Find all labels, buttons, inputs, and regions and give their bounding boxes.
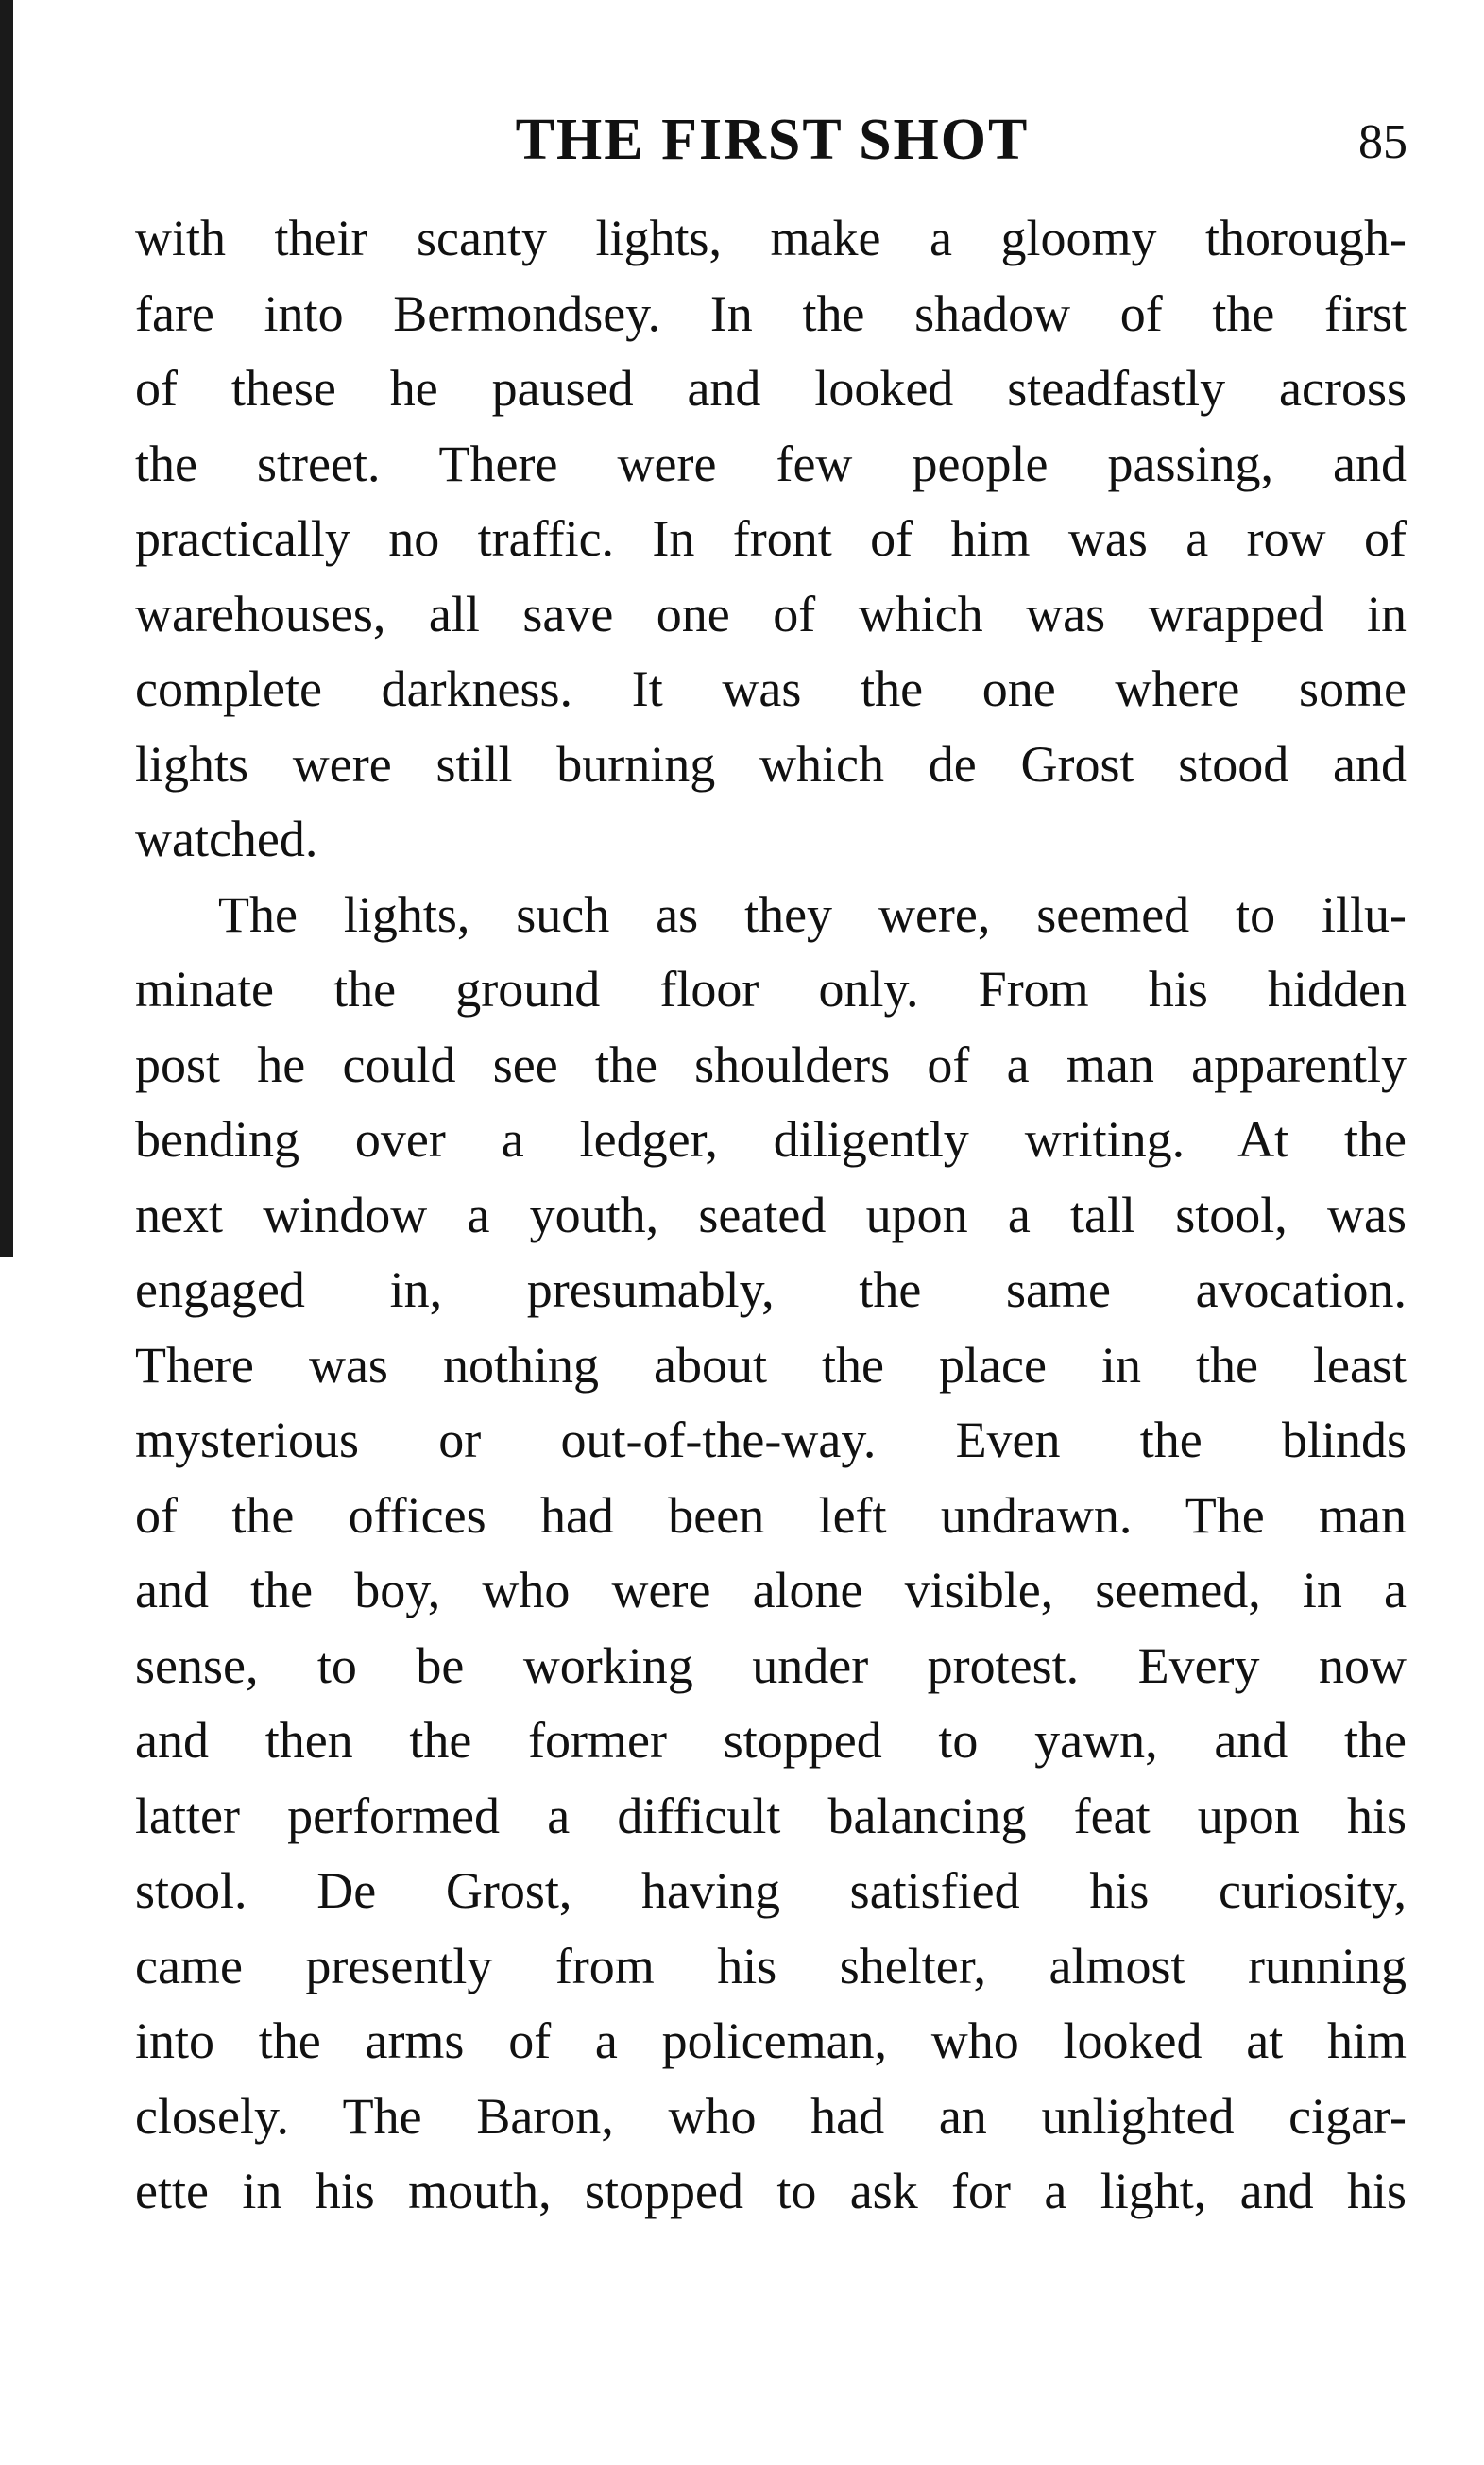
text-line: practically no traffic. In front of him was a row of (135, 510, 1407, 567)
text-line: engaged in, presumably, the same avocation. (135, 1261, 1407, 1318)
text-line: lights were still burning which de Grost stood and (135, 735, 1407, 793)
text-line: closely. The Baron, who had an unlighted cigar- (135, 2087, 1407, 2145)
text-line: of the offices had been left undrawn. The man (135, 1486, 1407, 1544)
text-line: warehouses, all save one of which was wrapped in (135, 585, 1407, 642)
page-number: 85 (1358, 115, 1407, 169)
text-line: and the boy, who were alone visible, seemed, in a (135, 1562, 1407, 1618)
text-line: next window a youth, seated upon a tall stool, was (135, 1186, 1407, 1243)
text-line: There was nothing about the place in the least (135, 1336, 1407, 1394)
text-line: mysterious or out-of-the-way. Even the blinds (135, 1412, 1407, 1468)
text-line: ette in his mouth, stopped to ask for a light, and his (135, 2163, 1407, 2219)
body-text (135, 201, 1407, 2230)
page-binding-edge (0, 0, 13, 1257)
text-line: and then the former stopped to yawn, and the (135, 1712, 1407, 1769)
text-line: minate the ground floor only. From his hidden (135, 961, 1407, 1018)
text-line: watched. (135, 811, 318, 867)
text-line: post he could see the shoulders of a man apparently (135, 1036, 1407, 1093)
text-line: fare into Bermondsey. In the shadow of the first (135, 284, 1407, 342)
text-line: into the arms of a policeman, who looked at him (135, 2012, 1407, 2069)
running-title: THE FIRST SHOT (515, 108, 1030, 172)
paragraph-2 (135, 878, 1407, 2230)
text-line: of these he paused and looked steadfastly across (135, 360, 1407, 417)
text-line: latter performed a difficult balancing feat upon his (135, 1787, 1407, 1844)
text-line: bending over a ledger, diligently writing. At the (135, 1111, 1407, 1168)
text-line: the street. There were few people passing, and (135, 435, 1407, 492)
text-line: The lights, such as they were, seemed to illu- (218, 885, 1407, 943)
page-header (137, 102, 1407, 178)
text-line: came presently from his shelter, almost running (135, 1937, 1407, 1994)
text-line: sense, to be working under protest. Every now (135, 1636, 1407, 1694)
paragraph-1 (135, 201, 1407, 878)
text-line: complete darkness. It was the one where some (135, 660, 1407, 717)
text-line: stool. De Grost, having satisfied his curiosity, (135, 1862, 1407, 1919)
text-line: with their scanty lights, make a gloomy thorough- (135, 210, 1407, 266)
